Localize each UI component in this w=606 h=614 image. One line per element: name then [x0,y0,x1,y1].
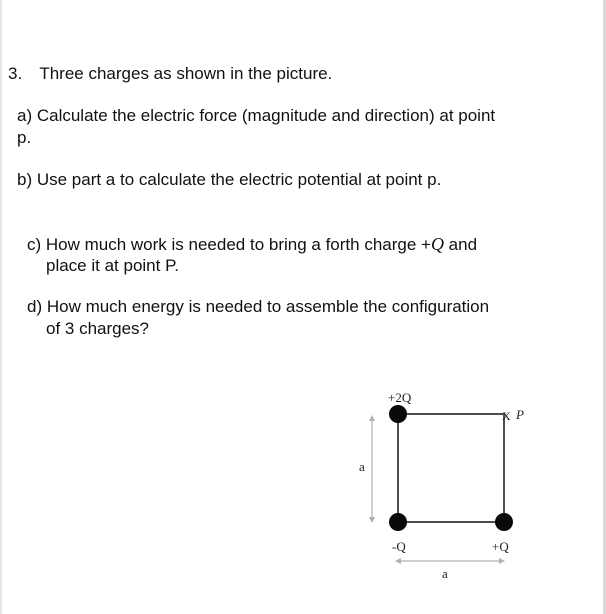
label-horizontal-side: a [442,566,448,581]
point-p-marker: X [502,409,511,423]
part-b: b) Use part a to calculate the electric potential at point p. [17,170,442,189]
part-d-line-2: of 3 charges? [46,319,150,338]
charge-bottom-left [389,513,407,531]
part-c-prefix: c) How much work is needed to bring a forth charge + [27,235,431,254]
part-c-charge-symbol: Q [430,234,444,254]
label-point-p: P [516,407,524,422]
label-vertical-side: a [359,459,365,474]
label-bottom-right-charge: +Q [492,539,509,554]
question-number: 3. [8,64,23,83]
part-a-line-2: p. [17,128,32,147]
charge-top-left [389,405,407,423]
part-c-suffix: and [443,235,478,254]
label-top-left-charge: +2Q [388,390,412,405]
part-c-line-2: place it at point P. [46,256,179,275]
charge-bottom-right [495,513,513,531]
question-intro: Three charges as shown in the picture. [39,64,333,83]
part-a-line-1: a) Calculate the electric force (magnitude and direction) at point [17,106,496,125]
label-bottom-left-charge: -Q [392,539,406,554]
part-d-line-1: d) How much energy is needed to assemble the configuration [27,297,490,316]
